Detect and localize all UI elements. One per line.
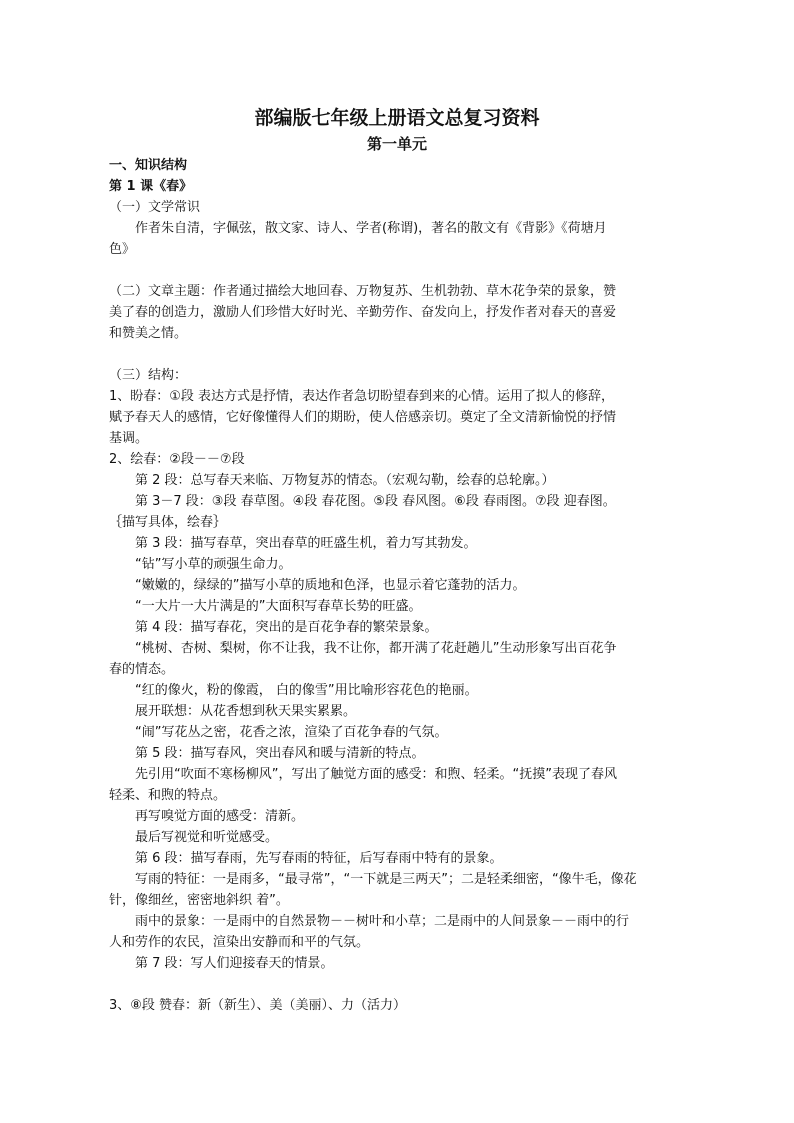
- text-line: 和赞美之情。: [109, 326, 188, 341]
- text-line: 第 2 段：总写春天来临、万物复苏的情态。（宏观勾勒，绘春的总轮廓。）: [135, 473, 555, 488]
- text-line: 第 6 段：描写春雨，先写春雨的特征，后写春雨中特有的景象。: [135, 851, 503, 866]
- text-line: 第 4 段：描写春花，突出的是百花争春的繁荣景象。: [135, 620, 438, 635]
- text-line: ｛描写具体，绘春｝: [109, 515, 227, 530]
- text-line: 先引用“吹面不寒杨柳风”，写出了触觉方面的感受：和煦、轻柔。“抚摸”表现了春风: [135, 767, 617, 782]
- text-line: 第 3－7 段：③段 春草图。④段 春花图。⑤段 春风图。⑥段 春雨图。⑦段 迎春图。: [135, 494, 616, 509]
- text-line: 人和劳作的农民，渲染出安静而和平的气氛。: [109, 935, 370, 950]
- text-line: 作者朱自清，字佩弦，散文家、诗人、学者(称谓)，著名的散文有《背影》《荷塘月: [135, 221, 607, 236]
- text-line: “嫩嫩的，绿绿的”描写小草的质地和色泽，也显示着它蓬勃的活力。: [135, 578, 526, 593]
- text-line: 展开联想：从花香想到秋天果实累累。: [135, 704, 357, 719]
- blank-line: [109, 344, 689, 365]
- text-line: 基调。: [109, 431, 149, 446]
- text-line: 雨中的景象：一是雨中的自然景物－－树叶和小草；二是雨中的人间景象－－雨中的行: [135, 914, 630, 929]
- blank-line: [109, 260, 689, 281]
- text-line: 第 7 段：写人们迎接春天的情景。: [135, 956, 334, 971]
- unit-heading: 第一单元: [366, 135, 427, 153]
- text-line: 最后写视觉和听觉感受。: [135, 830, 279, 845]
- text-line: 再写嗅觉方面的感受：清新。: [135, 809, 305, 824]
- text-line: “红的像火，粉的像霞， 白的像雪”用比喻形容花色的艳丽。: [135, 683, 478, 698]
- text-line: （二）文章主题：作者通过描绘大地回春、万物复苏、生机勃勃、草木花争荣的景象，赞: [109, 284, 617, 299]
- text-line: 1、盼春：①段 表达方式是抒情，表达作者急切盼望春到来的心情。运用了拟人的修辞，: [109, 389, 615, 404]
- text-line: 针，像细丝，密密地斜织 着”。: [109, 893, 289, 908]
- document-title: 部编版七年级上册语文总复习资料: [254, 107, 540, 129]
- text-line: 一、知识结构: [109, 158, 188, 173]
- text-line: 色》: [109, 242, 136, 257]
- text-line: “一大片一大片满是的”大面积写春草长势的旺盛。: [135, 599, 422, 614]
- text-line: 写雨的特征：一是雨多，“最寻常”，“一下就是三两天”；二是轻柔细密，“像牛毛，像花: [135, 872, 637, 887]
- text-line: 第 1 课《春》: [109, 179, 193, 194]
- document-body: [109, 155, 689, 1016]
- text-line: 第 3 段：描写春草，突出春草的旺盛生机，着力写其勃发。: [135, 536, 477, 551]
- text-line: 赋予春天人的感情，它好像懂得人们的期盼，使人倍感亲切。奠定了全文清新愉悦的抒情: [109, 410, 617, 425]
- text-line: 美了春的创造力，激励人们珍惜大好时光、辛勤劳作、奋发向上，抒发作者对春天的喜爱: [109, 305, 617, 320]
- text-line: （三）结构：: [109, 368, 188, 383]
- text-line: 第 5 段：描写春风，突出春风和暖与清新的特点。: [135, 746, 425, 761]
- text-line: 轻柔、和煦的特点。: [109, 788, 227, 803]
- text-line: 春的情态。: [109, 662, 175, 677]
- text-line: 3、⑧段 赞春：新（新生）、美（美丽）、力（活力）: [109, 998, 407, 1013]
- text-line: “钻”写小草的顽强生命力。: [135, 557, 292, 572]
- text-line: 2、绘春：②段－－⑦段: [109, 452, 245, 467]
- text-line: “桃树、杏树、梨树，你不让我，我不让你，都开满了花赶趟儿”生动形象写出百花争: [135, 641, 617, 656]
- text-line: （一）文学常识: [109, 200, 201, 215]
- blank-line: [109, 974, 689, 995]
- text-line: “闹”写花丛之密，花香之浓，渲染了百花争春的气氛。: [135, 725, 448, 740]
